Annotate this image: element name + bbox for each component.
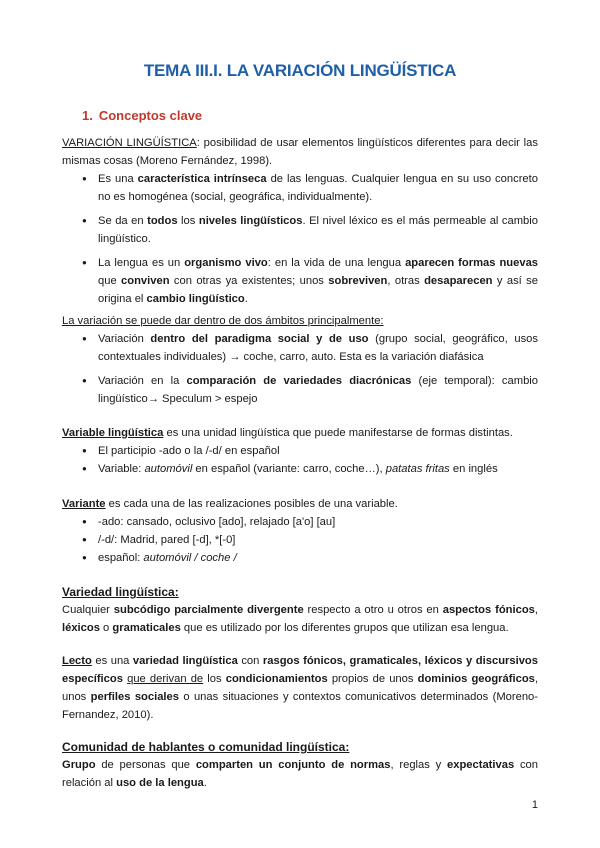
- page-number: 1: [531, 799, 538, 811]
- variante-block: [62, 495, 538, 567]
- list-item: ● Se da en todos los niveles lingüísticos. El nivel léxico es el más permeable al cambio lingüístico.: [62, 212, 538, 248]
- variante-definition: Variante es cada una de las realizaciones posibles de una variable.: [62, 498, 398, 510]
- list-item: ● Variación en la comparación de variedades diacrónicas (eje temporal): cambio lingüístico→ Speculum > espejo: [62, 372, 538, 408]
- list-item: ● español: automóvil / coche /: [62, 549, 538, 567]
- lecto-paragraph: Lecto es una variedad lingüística con rasgos fónicos, gramaticales, léxicos y discursivos específicos que derivan de los condicionamientos propios de unos dominios geográficos, unos perfiles sociales o unas situaciones y contextos comunicativos determinados (Moreno-Fernandez, 2010).: [62, 655, 538, 721]
- variable-bullets: [62, 442, 538, 478]
- section-number: 1.: [82, 108, 93, 123]
- variable-term: Variable lingüística: [62, 427, 164, 439]
- variedad-heading: Variedad lingüística:: [62, 585, 179, 599]
- variedad-paragraph: Cualquier subcódigo parcialmente divergente respecto a otro u otros en aspectos fónicos, léxicos o gramaticales que es utilizado por los diferentes grupos que utilizan esa lengua.: [62, 604, 538, 634]
- ambitos-block: [62, 312, 538, 408]
- variacion-bullets: [62, 170, 538, 308]
- variedad-block: [62, 583, 538, 637]
- list-item: ● Es una característica intrínseca de las lenguas. Cualquier lengua en su uso concreto no es homogénea (social, geográfica, individualmente).: [62, 170, 538, 206]
- variante-bullets: [62, 513, 538, 567]
- variable-block: [62, 424, 538, 478]
- list-item: ● -ado: cansado, oclusivo [ado], relajado [a'o] [au]: [62, 513, 538, 531]
- list-item: ● El participio -ado o la /-d/ en español: [62, 442, 538, 460]
- variacion-definition: VARIACIÓN LINGÜÍSTICA: posibilidad de usar elementos lingüísticos diferentes para decir las mismas cosas (Moreno Fernández, 1998).: [62, 137, 538, 167]
- list-item: ● Variación dentro del paradigma social y de uso (grupo social, geográfico, usos contextuales individuales) → coche, carro, auto. Esta es la variación diafásica: [62, 330, 538, 366]
- ambitos-bullets: [62, 330, 538, 408]
- list-item: ● /-d/: Madrid, pared [-d], *[-0]: [62, 531, 538, 549]
- section-label: Conceptos clave: [98, 108, 203, 123]
- variacion-term: VARIACIÓN LINGÜÍSTICA: [62, 137, 197, 149]
- variable-definition: Variable lingüística es una unidad lingüística que puede manifestarse de formas distintas.: [62, 427, 513, 439]
- variante-term: Variante: [62, 498, 106, 510]
- section-heading-conceptos: [82, 107, 202, 125]
- lecto-block: [62, 652, 538, 724]
- variacion-block: [62, 134, 538, 308]
- comunidad-block: [62, 738, 538, 792]
- comunidad-heading: Comunidad de hablantes o comunidad lingüística:: [62, 740, 350, 754]
- page-title: TEMA III.I. LA VARIACIÓN LINGÜÍSTICA: [143, 61, 457, 80]
- list-item: ● La lengua es un organismo vivo: en la vida de una lengua aparecen formas nuevas que conviven con otras ya existentes; unos sobreviven, otras desaparecen y así se origina el cambio lingüístico.: [62, 254, 538, 308]
- ambitos-heading: La variación se puede dar dentro de dos ámbitos principalmente:: [62, 315, 384, 327]
- list-item: ● Variable: automóvil en español (variante: carro, coche…), patatas fritas en inglés: [62, 460, 538, 478]
- comunidad-paragraph: Grupo de personas que comparten un conjunto de normas, reglas y expectativas con relación al uso de la lengua.: [62, 759, 538, 789]
- lecto-term: Lecto: [62, 655, 92, 667]
